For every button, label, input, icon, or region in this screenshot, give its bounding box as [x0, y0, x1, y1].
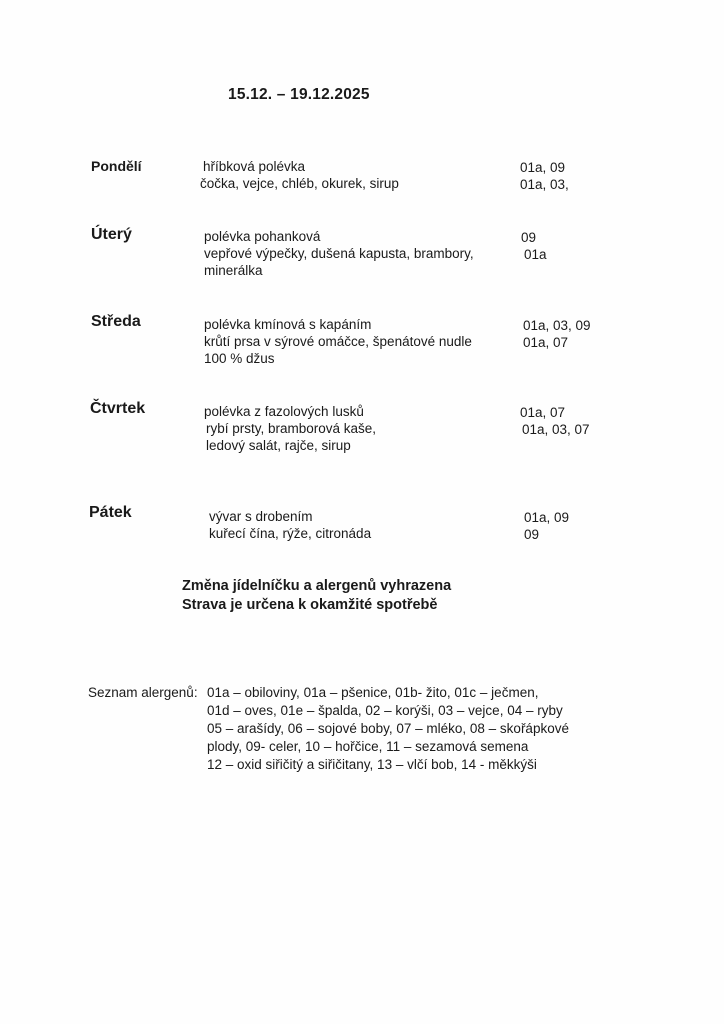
monday-main: čočka, vejce, chléb, okurek, sirup — [200, 176, 399, 191]
allergens-line-5: 12 – oxid siřičitý a siřičitany, 13 – vlčí bob, 14 - měkkýši — [207, 757, 537, 772]
allergens-line-2: 01d – oves, 01e – špalda, 02 – korýši, 03 – vejce, 04 – ryby — [207, 703, 563, 718]
allergens-line-4: plody, 09- celer, 10 – hořčice, 11 – sezamová semena — [207, 739, 529, 754]
thursday-side: ledový salát, rajče, sirup — [206, 438, 351, 453]
menu-change-notice: Změna jídelníčku a alergenů vyhrazena — [182, 578, 452, 594]
tuesday-soup: polévka pohanková — [204, 229, 321, 244]
wednesday-soup-allergens: 01a, 03, 09 — [523, 318, 591, 333]
friday-soup: vývar s drobením — [209, 509, 313, 524]
thursday-soup-allergens: 01a, 07 — [520, 405, 566, 420]
monday-soup: hříbková polévka — [203, 159, 306, 174]
wednesday-soup: polévka kmínová s kapáním — [204, 317, 372, 332]
friday-soup-allergens: 01a, 09 — [524, 510, 570, 525]
day-tuesday: Úterý — [91, 226, 132, 243]
day-monday: Pondělí — [91, 158, 142, 174]
tuesday-soup-allergens: 09 — [521, 230, 537, 245]
wednesday-main-allergens: 01a, 07 — [523, 335, 569, 350]
friday-main: kuřecí čína, rýže, citronáda — [209, 526, 372, 541]
wednesday-drink: 100 % džus — [204, 351, 275, 366]
thursday-main: rybí prsty, bramborová kaše, — [206, 421, 377, 436]
thursday-soup: polévka z fazolových lusků — [204, 404, 364, 419]
consumption-notice: Strava je určena k okamžité spotřebě — [182, 597, 438, 613]
tuesday-drink: minerálka — [204, 263, 263, 278]
thursday-main-allergens: 01a, 03, 07 — [522, 422, 590, 437]
day-thursday: Čtvrtek — [90, 400, 146, 417]
tuesday-main: vepřové výpečky, dušená kapusta, brambory, — [204, 246, 474, 261]
day-friday: Pátek — [89, 504, 132, 521]
date-range-title: 15.12. – 19.12.2025 — [228, 86, 370, 103]
monday-soup-allergens: 01a, 09 — [520, 160, 566, 175]
allergens-line-3: 05 – arašídy, 06 – sojové boby, 07 – mléko, 08 – skořápkové — [207, 721, 569, 736]
allergens-label: Seznam alergenů: — [88, 685, 198, 700]
monday-main-allergens: 01a, 03, — [520, 177, 569, 192]
friday-main-allergens: 09 — [524, 527, 540, 542]
allergens-line-1: 01a – obiloviny, 01a – pšenice, 01b- žito, 01c – ječmen, — [207, 685, 539, 700]
tuesday-main-allergens: 01a — [524, 247, 547, 262]
day-wednesday: Středa — [91, 313, 141, 330]
wednesday-main: krůtí prsa v sýrové omáčce, špenátové nudle — [204, 334, 472, 349]
